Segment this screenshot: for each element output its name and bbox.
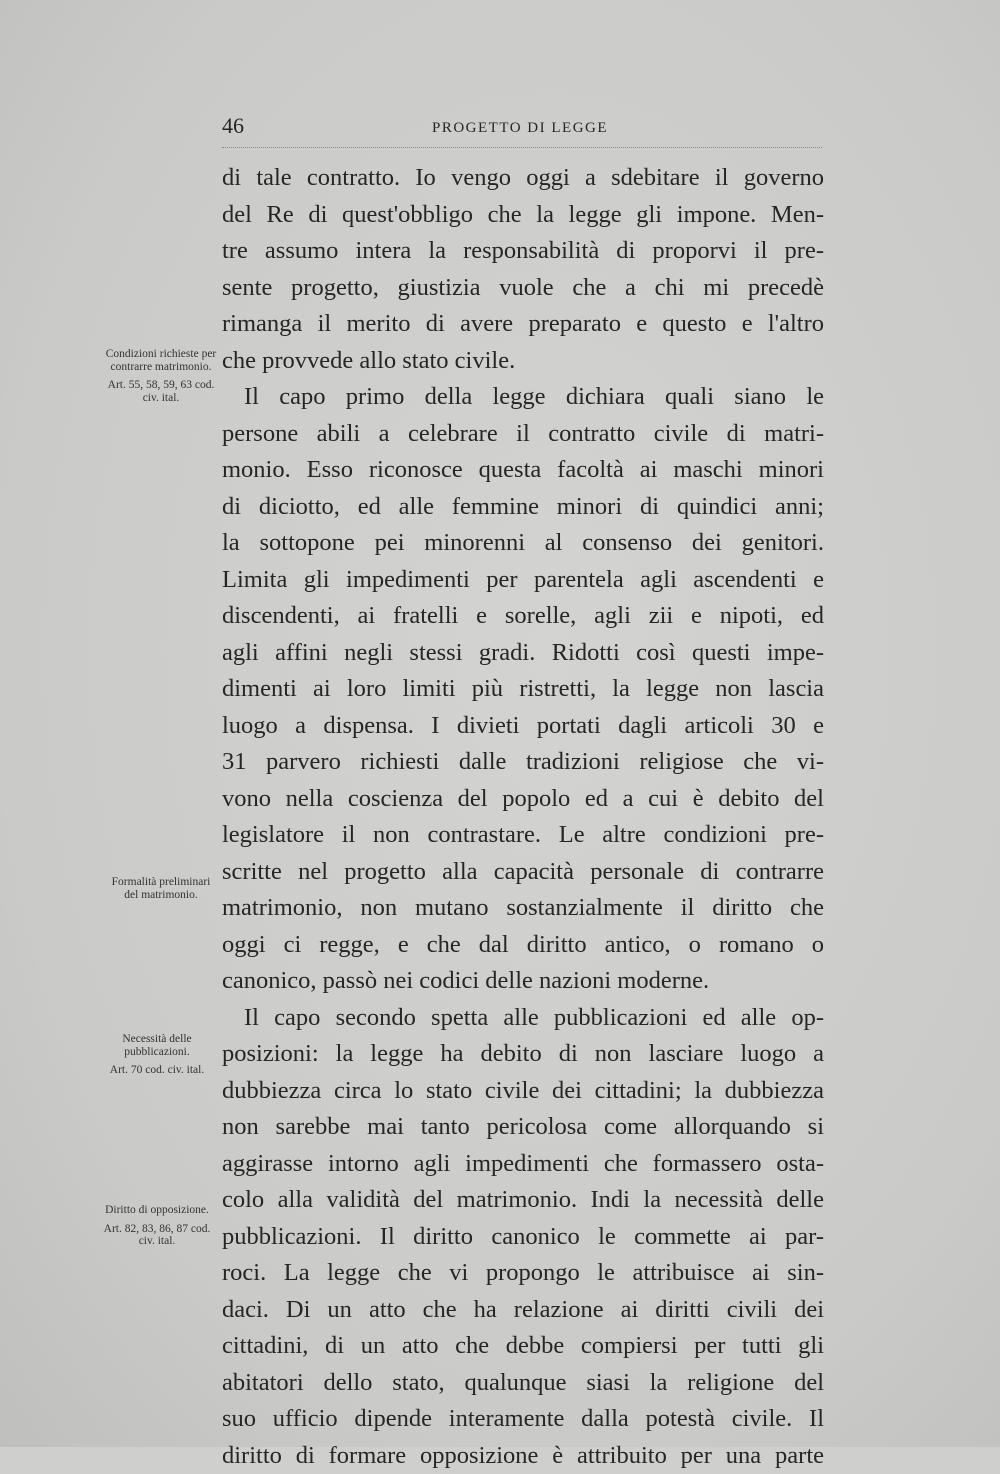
text-line: di diciotto, ed alle femmine minori di quindici anni;: [222, 489, 824, 526]
margin-note-reference: Art. 70 cod. civ. ital.: [100, 1064, 214, 1077]
text-line: Il capo primo della legge dichiara quali siano le: [222, 379, 824, 416]
margin-note-publications: [100, 1033, 214, 1077]
text-line: canonico, passò nei codici delle nazioni moderne.: [222, 963, 824, 1000]
text-line: monio. Esso riconosce questa facoltà ai maschi minori: [222, 452, 824, 489]
text-line: Limita gli impedimenti per parentela agli ascendenti e: [222, 562, 824, 599]
margin-note-conditions: [104, 348, 218, 404]
text-line: la sottopone pei minorenni al consenso dei genitori.: [222, 525, 824, 562]
text-line: del Re di quest'obbligo che la legge gli impone. Men-: [222, 197, 824, 234]
text-line: colo alla validità del matrimonio. Indi la necessità delle: [222, 1182, 824, 1219]
text-line: persone abili a celebrare il contratto civile di matri-: [222, 416, 824, 453]
text-line: matrimonio, non mutano sostanzialmente il diritto che: [222, 890, 824, 927]
text-line: agli affini negli stessi gradi. Ridotti così questi impe-: [222, 635, 824, 672]
margin-note-formalities: [104, 876, 218, 901]
page-header: [222, 113, 822, 148]
margin-note-text: Necessità delle pubblicazioni.: [100, 1033, 214, 1058]
margin-note-text: Diritto di opposizione.: [100, 1204, 214, 1217]
text-line: cittadini, di un atto che debbe compiersi per tutti gli: [222, 1328, 824, 1365]
text-line: legislatore il non contrastare. Le altre condizioni pre-: [222, 817, 824, 854]
text-line: pubblicazioni. Il diritto canonico le commette ai par-: [222, 1219, 824, 1256]
text-line: aggirasse intorno agli impedimenti che formassero osta-: [222, 1146, 824, 1183]
text-line: dimenti ai loro limiti più ristretti, la legge non lascia: [222, 671, 824, 708]
margin-note-text: Formalità preliminari del matrimonio.: [104, 876, 218, 901]
text-line: diritto di formare opposizione è attribuito per una parte: [222, 1438, 824, 1474]
text-line: tre assumo intera la responsabilità di proporvi il pre-: [222, 233, 824, 270]
page-number: 46: [222, 113, 244, 139]
margin-note-opposition: [100, 1204, 214, 1248]
text-line: discendenti, ai fratelli e sorelle, agli zii e nipoti, ed: [222, 598, 824, 635]
text-line: 31 parvero richiesti dalle tradizioni religiose che vi-: [222, 744, 824, 781]
text-line: scritte nel progetto alla capacità personale di contrarre: [222, 854, 824, 891]
text-line: vono nella coscienza del popolo ed a cui è debito del: [222, 781, 824, 818]
text-line: suo ufficio dipende interamente dalla potestà civile. Il: [222, 1401, 824, 1438]
text-line: che provvede allo stato civile.: [222, 343, 824, 380]
body-text: [222, 160, 824, 1474]
margin-note-text: Condizioni richieste per contrarre matrimonio.: [104, 348, 218, 373]
text-line: non sarebbe mai tanto pericolosa come allorquando si: [222, 1109, 824, 1146]
text-line: di tale contratto. Io vengo oggi a sdebitare il governo: [222, 160, 824, 197]
text-line: rimanga il merito di avere preparato e questo e l'altro: [222, 306, 824, 343]
running-title: PROGETTO DI LEGGE: [432, 120, 608, 137]
text-line: dubbiezza circa lo stato civile dei cittadini; la dubbiezza: [222, 1073, 824, 1110]
text-line: Il capo secondo spetta alle pubblicazioni ed alle op-: [222, 1000, 824, 1037]
text-line: abitatori dello stato, qualunque siasi la religione del: [222, 1365, 824, 1402]
margin-note-reference: Art. 55, 58, 59, 63 cod. civ. ital.: [104, 379, 218, 404]
text-line: oggi ci regge, e che dal diritto antico, o romano o: [222, 927, 824, 964]
text-line: posizioni: la legge ha debito di non lasciare luogo a: [222, 1036, 824, 1073]
text-line: sente progetto, giustizia vuole che a chi mi precedè: [222, 270, 824, 307]
margin-note-reference: Art. 82, 83, 86, 87 cod. civ. ital.: [100, 1223, 214, 1248]
text-line: roci. La legge che vi propongo le attribuisce ai sin-: [222, 1255, 824, 1292]
text-line: luogo a dispensa. I divieti portati dagli articoli 30 e: [222, 708, 824, 745]
text-line: daci. Di un atto che ha relazione ai diritti civili dei: [222, 1292, 824, 1329]
